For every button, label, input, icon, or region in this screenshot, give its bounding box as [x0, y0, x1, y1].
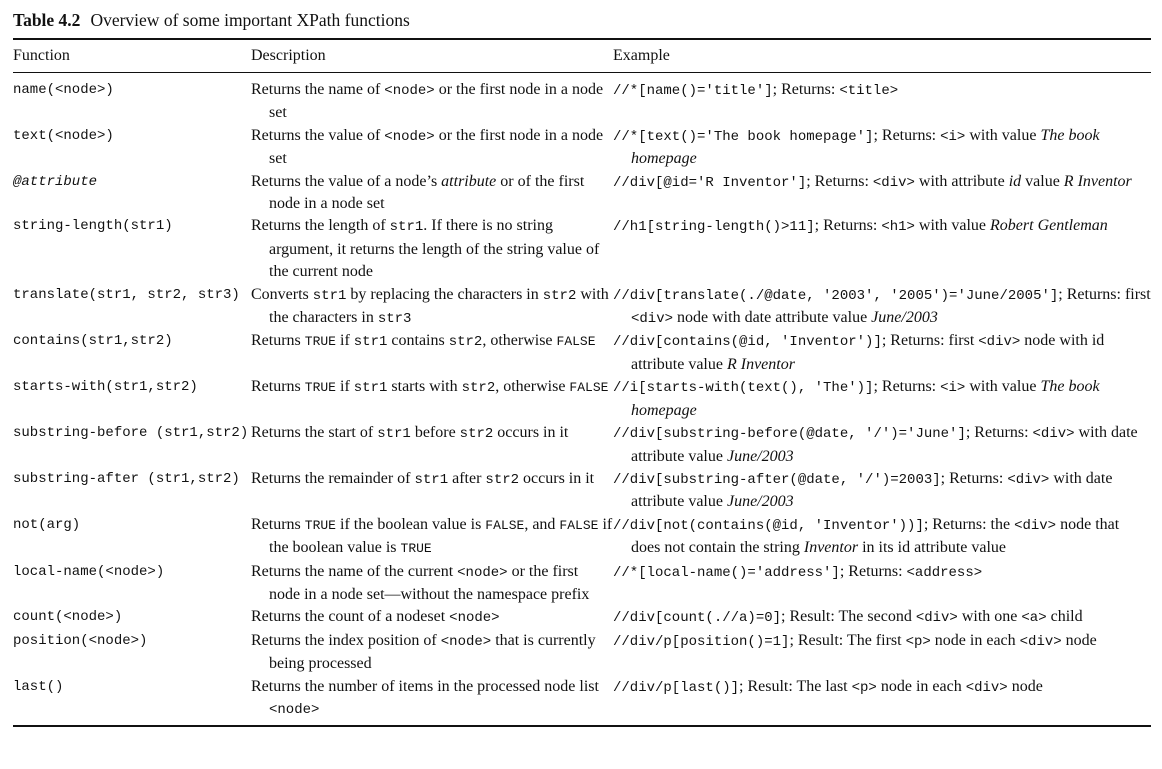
example-segment: June/2003 [726, 493, 794, 511]
caption-label: Table 4.2 [13, 10, 81, 30]
function-signature: not(arg) [13, 516, 81, 533]
example-segment: ; Returns: [965, 424, 1033, 442]
description-segment: str2 [461, 380, 496, 397]
function-signature: substring-before (str1,str2) [13, 425, 249, 442]
example-segment: node that does not contain the string [631, 515, 1120, 557]
example-segment: with date attribute value [631, 469, 1113, 511]
example-segment: with value [965, 378, 1041, 396]
description-text [251, 630, 613, 676]
description-cell [251, 561, 613, 607]
example-text [613, 676, 1151, 699]
description-cell [251, 215, 613, 283]
table-row [13, 422, 1151, 468]
description-segment: Returns the start of [251, 424, 378, 442]
example-segment: June/2003 [871, 309, 938, 327]
example-cell [613, 422, 1151, 468]
description-segment: TRUE [304, 334, 336, 350]
description-text [251, 606, 613, 629]
example-segment: //div[substring-before(@date, '/')='June'] [613, 426, 966, 443]
description-segment: Returns the value of [251, 126, 385, 144]
example-segment: <title> [839, 83, 899, 99]
description-segment: Returns the name of the current [251, 562, 458, 580]
description-cell [251, 514, 613, 561]
example-cell [613, 171, 1151, 216]
example-segment: node in each [930, 631, 1020, 649]
description-text [251, 514, 613, 561]
function-signature: text(<node>) [13, 127, 114, 144]
example-segment: <div> [1014, 517, 1057, 534]
description-segment: if [336, 332, 354, 350]
description-cell [251, 171, 613, 216]
function-signature: string-length(str1) [13, 218, 173, 235]
example-segment: <p> [905, 633, 931, 650]
example-segment: June/2003 [726, 447, 794, 465]
example-segment: ; Returns: [806, 172, 873, 190]
function-cell [13, 73, 251, 125]
header-description: Description [251, 47, 326, 64]
description-segment: after [448, 469, 486, 487]
example-segment: //div/p[position()=1] [613, 633, 790, 650]
function-signature: last() [13, 678, 64, 695]
example-cell [613, 630, 1151, 676]
function-cell [13, 606, 251, 629]
description-segment: Returns the count of a nodeset [251, 608, 450, 626]
example-segment: <div> [978, 334, 1021, 351]
description-segment: before [410, 424, 460, 442]
description-segment: Returns the index position of [251, 631, 441, 649]
example-cell [613, 606, 1151, 629]
description-segment: or the first node in a node set [269, 126, 604, 168]
description-segment: TRUE [400, 541, 432, 557]
example-text [613, 215, 1151, 238]
description-segment: str1 [353, 380, 388, 397]
description-cell [251, 284, 613, 331]
description-segment: if the boolean value is [336, 515, 486, 533]
description-segment: <node> [440, 633, 492, 650]
description-segment: Returns the remainder of [251, 469, 415, 487]
function-signature: substring-after (str1,str2) [13, 470, 240, 487]
description-segment: FALSE [559, 517, 599, 533]
example-segment: //div[count(.//a)=0] [613, 610, 782, 627]
description-segment: str2 [448, 334, 483, 351]
description-segment: if [336, 378, 354, 396]
function-signature: starts-with(str1,str2) [13, 379, 198, 396]
example-segment: <div> [1019, 633, 1062, 650]
function-signature: local-name(<node>) [13, 563, 165, 580]
example-segment: //div[contains(@id, 'Inventor')] [613, 334, 882, 351]
example-segment: node in each [876, 677, 966, 695]
table-row [13, 215, 1151, 283]
description-segment: FALSE [569, 380, 609, 396]
description-text [251, 561, 613, 607]
description-segment: TRUE [304, 517, 336, 533]
example-segment: R Inventor [1063, 172, 1132, 190]
function-cell [13, 514, 251, 561]
example-segment: Robert Gentleman [990, 217, 1108, 235]
function-cell [13, 171, 251, 216]
description-text [251, 376, 613, 399]
example-cell [613, 514, 1151, 561]
description-segment: Returns the value of a node’s [251, 172, 442, 190]
description-segment: , and [524, 515, 560, 533]
description-cell [251, 606, 613, 629]
example-segment: The book homepage [631, 126, 1100, 168]
table-row [13, 606, 1151, 629]
table-row [13, 561, 1151, 607]
example-segment: with one [957, 608, 1022, 626]
description-cell [251, 73, 613, 125]
example-segment: R Inventor [726, 355, 795, 373]
example-segment: ; Result: The second [781, 608, 916, 626]
example-segment: id [1008, 172, 1022, 190]
example-text [613, 125, 1151, 171]
function-signature: translate(str1, str2, str3) [13, 286, 240, 303]
table-row [13, 330, 1151, 376]
example-segment: //div[translate(./@date, '2003', '2005')='June/2005'] [613, 287, 1059, 304]
description-segment: <node> [449, 610, 500, 627]
description-text [251, 79, 613, 125]
example-segment: <p> [851, 679, 877, 696]
description-segment: str1 [312, 287, 347, 304]
example-cell [613, 561, 1151, 607]
example-segment: ; Result: The last [739, 677, 852, 695]
example-segment: ; Returns: [873, 378, 941, 396]
example-segment: //h1[string-length()>11] [613, 219, 815, 236]
description-segment: Returns [251, 378, 305, 396]
description-segment: , otherwise [495, 378, 570, 396]
description-segment: <node> [457, 564, 508, 581]
description-segment: str2 [542, 287, 577, 304]
description-segment: str1 [353, 334, 388, 351]
example-text [613, 468, 1151, 514]
table-row [13, 630, 1151, 676]
example-segment: <div> [965, 679, 1008, 696]
example-cell [613, 330, 1151, 376]
description-segment: by replacing the characters in [346, 285, 543, 303]
table-body [13, 73, 1151, 727]
example-cell [613, 73, 1151, 125]
function-cell [13, 215, 251, 283]
description-segment: <node> [384, 128, 435, 145]
function-signature: contains(str1,str2) [13, 333, 173, 350]
description-segment: TRUE [304, 380, 336, 396]
table-row [13, 171, 1151, 216]
description-text [251, 125, 613, 171]
example-text [613, 630, 1151, 653]
table-row [13, 468, 1151, 514]
table-row [13, 73, 1151, 125]
example-cell [613, 125, 1151, 171]
example-segment: with attribute [914, 172, 1009, 190]
description-segment: Returns the name of [251, 81, 385, 98]
example-segment: <i> [940, 380, 966, 397]
example-segment: ; Returns: [839, 562, 907, 580]
example-segment: ; Result: The first [789, 631, 906, 649]
example-segment: ; Returns: [772, 81, 840, 98]
description-segment: with the characters in [269, 285, 609, 327]
description-text [251, 171, 613, 216]
function-cell [13, 284, 251, 331]
example-segment: <div> [915, 610, 958, 627]
description-segment: <node> [384, 83, 435, 99]
example-segment: node with id attribute value [631, 332, 1105, 373]
description-segment: . If there is no string argument, it returns the length of the string value of the current node [269, 217, 600, 281]
example-segment: with value [914, 217, 991, 235]
example-segment: <div> [872, 174, 915, 191]
example-segment: //*[local-name()='address'] [613, 564, 840, 581]
example-segment: in its id attribute value [858, 539, 1007, 557]
example-segment: //*[name()='title'] [613, 83, 773, 99]
example-text [613, 514, 1151, 560]
example-segment: with date attribute value [631, 424, 1138, 465]
description-segment: contains [387, 332, 449, 350]
function-cell [13, 468, 251, 514]
example-segment: //div[substring-after(@date, '/')=2003] [613, 471, 941, 488]
function-cell [13, 422, 251, 468]
description-cell [251, 125, 613, 171]
example-text [613, 171, 1151, 194]
example-segment: ; Returns: first [881, 332, 979, 350]
caption-title: Overview of some important XPath functions [90, 10, 410, 30]
example-text [613, 561, 1151, 584]
example-cell [613, 376, 1151, 422]
example-cell [613, 215, 1151, 283]
description-segment: <node> [269, 701, 320, 718]
description-segment: FALSE [556, 334, 596, 350]
description-text [251, 284, 613, 331]
function-cell [13, 376, 251, 422]
example-segment: <address> [906, 564, 983, 581]
example-segment: ; Returns: [873, 126, 941, 144]
example-segment: ; Returns: [814, 217, 882, 235]
description-cell [251, 676, 613, 727]
description-segment: Returns [251, 332, 305, 350]
example-segment: node with date attribute value [673, 309, 872, 327]
function-signature: position(<node>) [13, 632, 148, 649]
example-segment: //div[@id='R Inventor'] [613, 174, 807, 191]
description-segment: occurs in it [493, 424, 569, 442]
description-cell [251, 422, 613, 468]
function-signature: name(<node>) [13, 82, 114, 98]
description-segment: str1 [389, 219, 424, 236]
description-cell [251, 376, 613, 422]
example-cell [613, 284, 1151, 331]
example-segment: ; Returns: the [923, 515, 1015, 533]
function-cell [13, 125, 251, 171]
example-segment: //div[not(contains(@id, 'Inventor'))] [613, 517, 924, 534]
description-segment: or the first node in a node set [269, 81, 604, 122]
description-segment: Converts [251, 285, 313, 303]
example-text [613, 422, 1151, 468]
description-segment: str2 [485, 471, 520, 488]
example-segment: node [1061, 631, 1097, 649]
function-cell [13, 630, 251, 676]
description-text [251, 330, 613, 353]
example-segment: with value [965, 126, 1041, 144]
example-cell [613, 468, 1151, 514]
description-segment: Returns [251, 515, 305, 533]
description-segment: str1 [414, 471, 449, 488]
description-segment: starts with [387, 378, 462, 396]
description-text [251, 215, 613, 283]
example-text [613, 284, 1151, 331]
function-cell [13, 330, 251, 376]
header-example: Example [613, 47, 670, 64]
description-text [251, 422, 613, 445]
table-row [13, 125, 1151, 171]
example-segment: //*[text()='The book homepage'] [613, 128, 874, 145]
example-text [613, 376, 1151, 422]
description-cell [251, 468, 613, 514]
header-function: Function [13, 47, 70, 64]
example-text [613, 606, 1151, 629]
description-segment: Returns the number of items in the processed node list [251, 677, 599, 695]
example-segment: value [1021, 172, 1064, 190]
description-text [251, 468, 613, 491]
description-segment: str2 [459, 426, 494, 443]
example-segment: ; Returns: [940, 469, 1008, 487]
example-segment: The book homepage [631, 378, 1100, 419]
description-segment: str3 [377, 311, 412, 328]
example-cell [613, 676, 1151, 727]
description-segment: attribute [441, 172, 497, 190]
example-segment: <div> [1007, 471, 1050, 488]
example-segment: <h1> [881, 219, 915, 236]
example-text [613, 330, 1151, 376]
description-segment: str1 [377, 426, 411, 443]
example-segment: <i> [940, 128, 966, 145]
description-segment: if the boolean value is [269, 515, 613, 557]
function-signature: @attribute [13, 173, 98, 190]
description-text [251, 676, 613, 722]
function-cell [13, 676, 251, 727]
example-segment: ; Returns: first [1058, 285, 1151, 303]
header-row [13, 40, 1151, 73]
description-segment: or of the first node in a node set [269, 172, 585, 213]
example-segment: Inventor [803, 539, 859, 557]
description-segment: or the first node in a node set—without the namespace prefix [269, 562, 590, 603]
function-cell [13, 561, 251, 607]
table-row [13, 376, 1151, 422]
table-row [13, 514, 1151, 561]
description-segment: that is currently being processed [269, 631, 596, 673]
table-caption [13, 6, 1151, 34]
example-segment: <div> [1032, 426, 1075, 443]
function-signature: count(<node>) [13, 609, 123, 626]
example-segment: child [1046, 608, 1083, 626]
description-cell [251, 330, 613, 376]
table-row [13, 676, 1151, 727]
table-figure [13, 6, 1151, 727]
example-segment: node [1007, 677, 1043, 695]
example-segment: <div> [631, 311, 674, 328]
description-segment: Returns the length of [251, 217, 390, 235]
example-segment: <a> [1021, 610, 1047, 627]
description-cell [251, 630, 613, 676]
description-segment: FALSE [485, 517, 525, 533]
table-row [13, 284, 1151, 331]
example-text [613, 79, 1151, 102]
description-segment: , otherwise [482, 332, 557, 350]
description-segment: occurs in it [519, 469, 595, 487]
example-segment: //div/p[last()] [613, 679, 740, 696]
example-segment: //i[starts-with(text(), 'The')] [613, 380, 874, 397]
xpath-functions-table [13, 40, 1151, 727]
